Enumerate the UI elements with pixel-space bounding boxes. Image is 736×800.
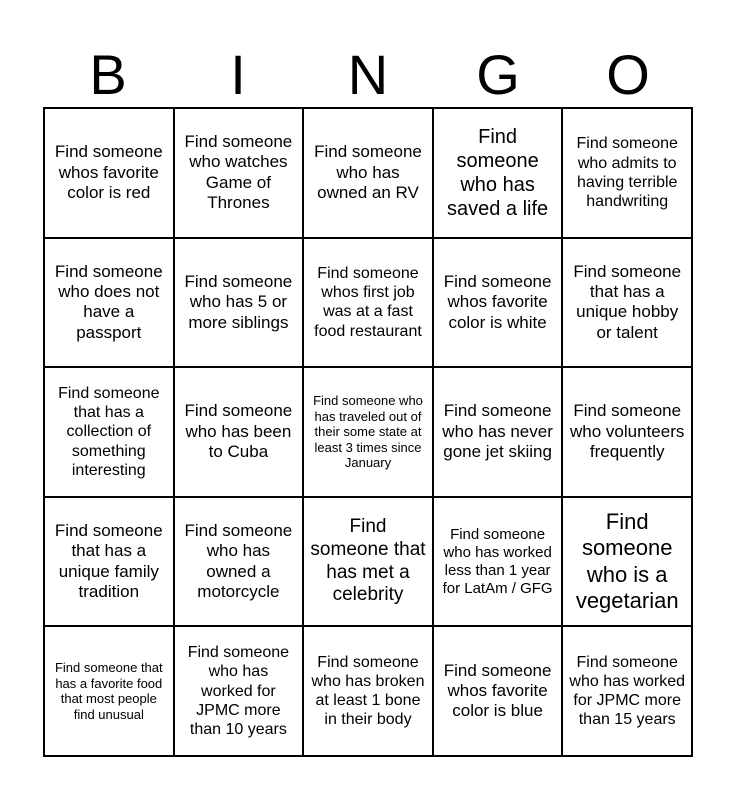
cell-text: Find someone who is a vegetarian (575, 508, 679, 613)
cell-text: Find someone who has worked for JPMC more than 10 years (187, 644, 290, 738)
header-letter-i: I (230, 43, 246, 106)
cell-text: Find someone who has saved a life (447, 125, 549, 220)
cell-text: Find someone who watches Game of Thrones (184, 132, 293, 213)
cell-text: Find someone who admits to having terrible handwriting (576, 135, 678, 210)
bingo-cell[interactable] (44, 367, 174, 497)
bingo-cell[interactable] (174, 108, 304, 238)
bingo-cell[interactable] (562, 626, 692, 756)
bingo-cell[interactable] (303, 108, 433, 238)
cell-text: Find someone who has owned a motorcycle (184, 520, 293, 601)
bingo-cell[interactable] (433, 238, 563, 368)
cell-text: Find someone who has traveled out of their some state at least 3 times since January (313, 393, 423, 471)
bingo-cell[interactable] (433, 108, 563, 238)
cell-text: Find someone whos favorite color is blue (443, 660, 552, 721)
bingo-cell[interactable] (174, 497, 304, 627)
bingo-cell[interactable] (174, 367, 304, 497)
header-letter-g: G (476, 43, 520, 106)
bingo-cell[interactable] (174, 238, 304, 368)
bingo-cell[interactable] (562, 108, 692, 238)
cell-text: Find someone who has 5 or more siblings (184, 271, 293, 332)
bingo-cell[interactable] (44, 238, 174, 368)
cell-text: Find someone who has worked less than 1 year for LatAm / GFG (442, 525, 553, 597)
cell-text: Find someone who has broken at least 1 bone in their body (311, 653, 425, 729)
bingo-cell[interactable] (433, 626, 563, 756)
bingo-cell[interactable] (303, 238, 433, 368)
bingo-cell[interactable] (562, 367, 692, 497)
bingo-cell[interactable] (44, 108, 174, 238)
bingo-cell[interactable] (303, 367, 433, 497)
cell-text: Find someone that has a unique family tradition (54, 520, 163, 601)
header-letter-b: B (89, 43, 127, 106)
bingo-cell[interactable] (174, 626, 304, 756)
header-letter-o: O (606, 43, 650, 106)
bingo-cell[interactable] (303, 626, 433, 756)
cell-text: Find someone that has met a celebrity (310, 516, 426, 606)
cell-text: Find someone who volunteers frequently (570, 401, 685, 462)
bingo-cell[interactable] (303, 497, 433, 627)
cell-text: Find someone that has a favorite food that most people find unusual (54, 660, 163, 722)
cell-text: Find someone that has a collection of something interesting (58, 385, 160, 479)
cell-text: Find someone whos favorite color is red (54, 142, 163, 202)
cell-text: Find someone that has a unique hobby or talent (573, 261, 682, 342)
bingo-cell[interactable] (433, 497, 563, 627)
cell-text: Find someone who has worked for JPMC more than 15 years (569, 653, 686, 729)
header-letter-n: N (347, 43, 389, 106)
cell-text: Find someone who has never gone jet skiing (442, 401, 553, 462)
cell-text: Find someone who has been to Cuba (184, 401, 293, 462)
bingo-cell[interactable] (44, 497, 174, 627)
cell-text: Find someone whos first job was at a fast food restaurant (314, 265, 422, 340)
bingo-cell[interactable] (562, 497, 692, 627)
bingo-cell[interactable] (562, 238, 692, 368)
cell-text: Find someone who has owned an RV (314, 142, 422, 202)
cell-text: Find someone whos favorite color is white (443, 271, 552, 332)
cell-text: Find someone who does not have a passport (54, 261, 163, 342)
bingo-card (43, 107, 693, 757)
bingo-cell[interactable] (44, 626, 174, 756)
bingo-header (43, 42, 693, 108)
bingo-cell[interactable] (433, 367, 563, 497)
